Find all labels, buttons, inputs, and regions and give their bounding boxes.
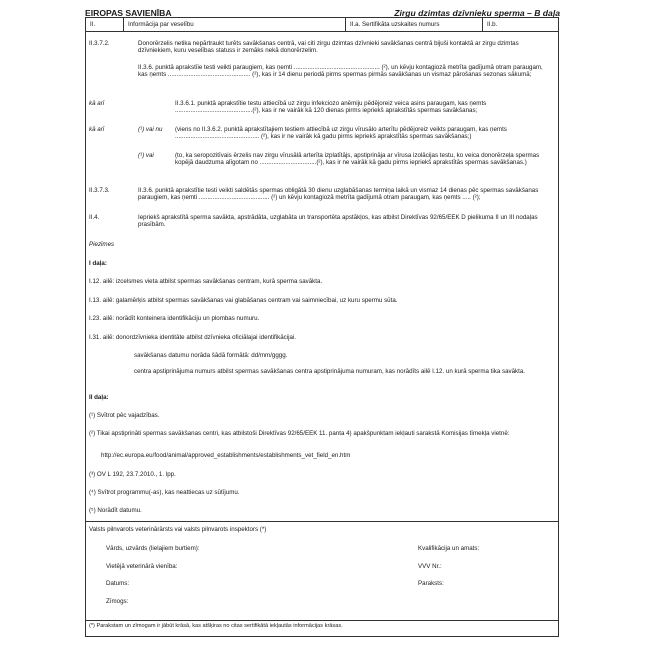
note-date-format: savākšanas datumu norāda šādā formātā: dd/mm/gggg. <box>134 352 288 359</box>
note-i31: I.31. ailē: donordzīvnieka identitāte atbilst dzīvnieka oficiālajai identifikācijai. <box>89 334 297 341</box>
signature-footnote: (*) Parakstam un zīmogam ir jābūt krāsā, kas atšķiras no citas sertifikātā iekļautās informācijas krāsas. <box>89 623 343 629</box>
footnote-2-url: http://ec.europa.eu/food/animal/approved_establishments/establishments_vet_field_en.htm <box>101 452 351 459</box>
footnote-2: (²) Tikai apstiprināti spermas savākšanas centri, kas atbilstoši Direktīvas 92/65/EEK 11. panta 4) apakšpunktam iekļauti sarakstā Komisijas tīmekļa vietnē: <box>89 430 510 437</box>
signature-stamp-field: Zīmogs: <box>106 598 129 605</box>
footnote-4: (⁴) Svītrot programmu(-as), kas neattiecas uz sūtījumu. <box>89 489 240 496</box>
section-373-number: II.3.7.3. <box>89 187 110 194</box>
footnote-1: (¹) Svītrot pēc vajadzības. <box>89 412 160 419</box>
notes-title: Piezīmes <box>89 241 115 248</box>
vai-nu-text: (viens no II.3.6.2. punktā aprakstītajiem testiem attiecībā uz zirgu vīrusālo arterītu pēdējoreiz veikts paraugam, kas ņemts ................................................. (²), kas ir ne vairāk kā gadu pirms iepriekš aprakstītās spermas savākšanas;) <box>175 126 507 141</box>
header-cell-info: Informācija par veselību <box>123 18 345 31</box>
section-373-text: II.3.6. punktā aprakstītie testi veikti saldētās spermas obligātā 30 dienu uzglabāšanas termiņa laikā un vismaz 14 dienas pēc spermas savākšanas paraugiem, kas ņemti ......................................... (²) un kēvju kontagiozā metrīta gadījumā otram paraugam, kas ņemts ..... (²); <box>138 187 539 202</box>
section-4-text: Iepriekš aprakstītā sperma savākta, apstrādāta, uzglabāta un transportēta apstākļos, kas atbilst Direktīvas 92/65/EEK D pielikuma II un III nodaļas prasībām. <box>138 214 538 229</box>
header-cell-iib: II.b. <box>482 18 558 31</box>
signature-date-field: Datums: <box>106 580 130 587</box>
table-header-row <box>86 18 558 32</box>
notes-part2-heading: II daļa: <box>89 394 109 401</box>
certificate-frame <box>85 17 559 637</box>
vai-nu-label: (¹) vai nu <box>138 126 163 133</box>
signature-separator <box>86 521 558 522</box>
signature-name-field: Vārds, uzvārds (lielajiem burtiem): <box>106 545 200 552</box>
notes-part1-heading: I daļa: <box>89 260 107 267</box>
ka-ari-label-2: kā arī <box>89 126 105 133</box>
header-cell-ii: II. <box>90 21 96 28</box>
vai-label: (¹) vai <box>138 152 154 159</box>
section-4-number: II.4. <box>89 214 100 221</box>
footnote-separator <box>86 620 558 621</box>
section-3361-text: II.3.6.1. punktā aprakstītie testu attiecībā uz zirgu infekciozo anēmiju pēdējoreiz veica asins paraugam, kas ņemts .............................................(²), kas ir ne vairāk kā 120 dienas pirms iepriekš aprakstītās spermas savākšanas; <box>175 100 487 115</box>
header-left: EIROPAS SAVIENĪBA <box>85 8 172 18</box>
section-372-text: Donorērzelis netika nepārtraukt turēts savākšanas centrā, vai citi zirgu dzimtas dzīvnieki savākšanas centrā bijuši kontaktā ar zirgu dzimtas dzīvniekiem, kuru veselības statuss ir zemāks nekā donorērzelim. <box>138 40 519 55</box>
section-36-text: II.3.6. punktā aprakstīie testi veikti paraugiem, kas ņemti .................................................. (²), un kēvju kontagiozā metrīta gadījumā otram paraugam, kas ņemts ................................................ (²), kas ir 14 dienu periodā pirms spermas pirmās savākšanas un vismaz pārošanas sezonas sākumā; <box>138 64 543 79</box>
note-centre-approval: centra apstiprinājuma numurs atbilst spermas savākšanas centra apstiprinājuma numuram, kas norādīts ailē I.12. un kurā sperma tika savākta. <box>134 368 526 375</box>
note-i23: I.23. ailē: norādīt konteinera identifikāciju un plombas numuru. <box>89 315 260 322</box>
footnote-3: (³) OV L 192, 23.7.2010., 1. lpp. <box>89 471 176 478</box>
header-cell-cert-number: II.a. Sertifikāta uzskaites numurs <box>345 18 482 31</box>
signature-sign-field: Paraksts: <box>418 580 444 587</box>
note-i13: I.13. ailē: galamērķis atbilst spermas savākšanas vai glabāšanas centram vai saimniecībai, uz kuru spermu sūta. <box>89 297 398 304</box>
note-i12: I.12. ailē: izcelsmes vieta atbilst spermas savākšanas centram, kurā sperma savākta. <box>89 278 323 285</box>
header-right: Zirgu dzimtas dzīvnieku sperma – B daļa <box>394 8 560 18</box>
ka-ari-label-1: kā arī <box>89 100 105 107</box>
signature-qualification-field: Kvalifikācija un amats: <box>418 545 480 552</box>
signature-title: Valsts pilnvarots veterinārārsts vai valsts pilnvarots inspektors (*) <box>89 526 267 533</box>
footnote-5: (⁵) Norādīt datumu. <box>89 507 142 514</box>
signature-lvu-field: VVV Nr.: <box>418 563 442 570</box>
section-372-number: II.3.7.2. <box>89 40 110 47</box>
vai-text: (to, ka seropozitīvais ērzelis nav zirgu vīrusālā arterīta izplatītājs, apstiprināja ar vīrusa izolācijas testu, ko veica donorērzeļa spermas kopējā daudzuma alīgotam no .................................(²), kas ir ne vairāk kā gadu pirms iepriekš aprakstītās spermas savākšanas.) <box>175 152 540 167</box>
signature-unit-field: Vietējā veterinārā vienība: <box>106 563 178 570</box>
